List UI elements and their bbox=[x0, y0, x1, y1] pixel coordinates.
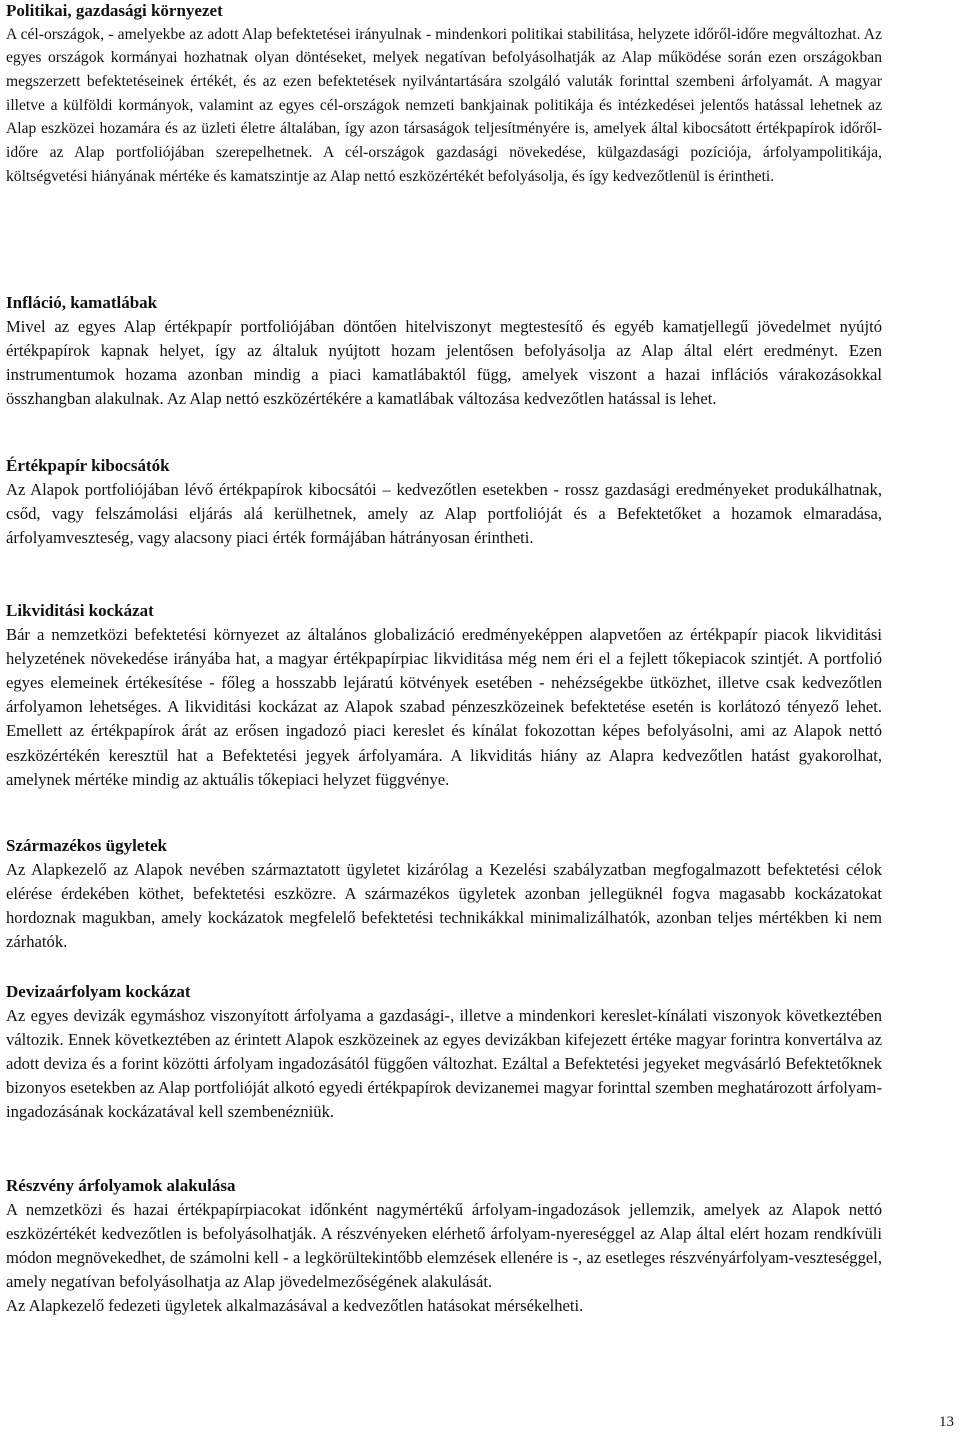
section-paragraph: Az Alapkezelő fedezeti ügyletek alkalmazásával a kedvezőtlen hatásokat mérsékelheti. bbox=[6, 1296, 584, 1316]
section-heading: Származékos ügyletek bbox=[6, 836, 168, 855]
section-inflacio-kamatlabak bbox=[6, 292, 882, 411]
section-paragraph: Az Alapok portfoliójában lévő értékpapírok kibocsátói – kedvezőtlen esetekben - rossz gazdasági eredményeket produkálhatnak, csőd, vagy felszámolási eljárás alá kerülhetnek, amely az Alap portfolióját és a Befektetőket a hozamok elmaradása, árfolyamveszteség, vagy alacsony piaci érték formájában hátrányosan érintheti. bbox=[6, 479, 882, 547]
section-paragraph: Mivel az egyes Alap értékpapír portfoliójában döntően hitelviszonyt megtestesítő és egyéb kamatjellegű jövedelmet nyújtó értékpapírok kapnak helyet, így az általuk nyújtott hozam jelentősen befolyásolja az Alap által elért eredményt. Ezen instrumentumok hozama azonban mindig a piaci kamatlábaktól függ, amelyek viszont a hazai inflációs várakozásokkal összhangban alakulnak. Az Alap nettó eszközértékére a kamatlábak változása kedvezőtlen hatással is lehet. bbox=[6, 316, 882, 409]
section-paragraph: Az egyes devizák egymáshoz viszonyított árfolyama a gazdasági-, illetve a mindenkori kereslet-kínálati viszonyok következtében változik. Ennek következtében az érintett Alapok eszközeinek az egyes devizákban kifejezett értéke magyar forintra konvertálva az adott deviza és a forint közötti árfolyam ingadozásától függően változhat. Ezáltal a Befektetési jegyeket megvásárló Befektetőknek bizonyos esetekben az Alap portfolióját alkotó egyedi értékpapírok devizanemei magyar forinttal szemben meghatározott árfolyam-ingadozásának kockázatával kell szembenézniük. bbox=[6, 1005, 882, 1122]
section-heading: Értékpapír kibocsátók bbox=[6, 456, 170, 475]
section-paragraph: A nemzetközi és hazai értékpapírpiacokat időnként nagymértékű árfolyam-ingadozások jellemzik, amelyek az Alapok nettó eszközértékét kedvezőtlen is befolyásolhatják. A részvényeken elérhető árfolyam-nyereséggel az Alap által elért hozam rendkívüli módon megnövekedhet, de számolni kell - a legkörültekintőbb elemzések ellenére is -, az esetleges részvényárfolyam-veszteséggel, amely negatívan befolyásolhatja az Alap jövedelmezőségének alakulását. bbox=[6, 1199, 882, 1292]
section-szarmazekos-ugyletek bbox=[6, 835, 882, 954]
section-heading: Infláció, kamatlábak bbox=[6, 293, 158, 312]
section-likviditasi-kockazat bbox=[6, 600, 882, 792]
section-heading: Részvény árfolyamok alakulása bbox=[6, 1176, 236, 1195]
section-ertekpapir-kibocsatok bbox=[6, 455, 882, 550]
section-paragraph: Bár a nemzetközi befektetési környezet az általános globalizáció eredményeképpen alapvetően az értékpapír piacok likviditási helyzetének növekedése irányába hat, a magyar értékpapírpiac likviditása még nem éri el a fejlett tőkepiacok szintjét. A portfolió egyes elemeinek értékesítése - főleg a hosszabb lejáratú kötvények esetében - nehézségekbe ütközhet, illetve csak kedvezőtlen árfolyamon lehetséges. A likviditási kockázat az Alapok szabad pénzeszközeinek befektetése esetén is korlátozó tényező lehet. Emellett az értékpapírok árát az erősen ingadozó piaci kereslet és kínálat fokozottan képes befolyásolni, ami az Alapok nettó eszközértékén keresztül hat a Befektetési jegyek árfolyamára. A likviditás hiány az Alapra kedvezőtlen hatást gyakorolhat, amelynek mértéke mindig az aktuális tőkepiaci helyzet függvénye. bbox=[6, 624, 882, 789]
section-heading: Politikai, gazdasági környezet bbox=[6, 1, 223, 20]
section-devizaarfolyam-kockazat bbox=[6, 981, 882, 1125]
section-politikai-gazdasagi-kornyezet bbox=[6, 0, 882, 189]
section-paragraph: Az Alapkezelő az Alapok nevében származtatott ügyletet kizárólag a Kezelési szabályzatban megfogalmazott befektetési célok elérése érdekében köthet, befektetési eszközre. A származékos ügyletek azonban jellegüknél fogva magasabb kockázatokat hordoznak magukban, amely kockázatok megfelelő befektetési technikákkal minimalizálhatók, azonban teljes mértékben ki nem zárhatók. bbox=[6, 859, 882, 952]
section-heading: Likviditási kockázat bbox=[6, 601, 154, 620]
section-paragraph: A cél-országok, - amelyekbe az adott Alap befektetései irányulnak - mindenkori politikai stabilitása, helyzete időről-időre megváltozhat. Az egyes országok kormányai hozhatnak olyan döntéseket, melyek negatívan befolyásolhatják az Alap működése során ezen országokban megszerzett befektetéseinek értékét, és az ezen befektetések nyilvántartására szolgáló valuták forinttal szembeni árfolyamát. A magyar illetve a külföldi kormányok, valamint az egyes cél-országok nemzeti bankjainak politikája és intézkedései jelentős hatással lehetnek az Alap eszközei hozamára és az üzleti életre általában, így azon társaságok teljesítményére is, amelyek által kibocsátott értékpapírok időről-időre az Alap portfoliójában szerepelhetnek. A cél-országok gazdasági növekedése, külgazdasági pozíciója, árfolyampolitikája, költségvetési hiányának mértéke és kamatszintje az Alap nettó eszközértékét befolyásolja, és így kedvezőtlenül is érintheti. bbox=[6, 25, 882, 185]
page-number: 13 bbox=[939, 1414, 954, 1430]
section-reszveny-arfolyamok-alakulasa bbox=[6, 1175, 882, 1319]
section-heading: Devizaárfolyam kockázat bbox=[6, 982, 191, 1001]
